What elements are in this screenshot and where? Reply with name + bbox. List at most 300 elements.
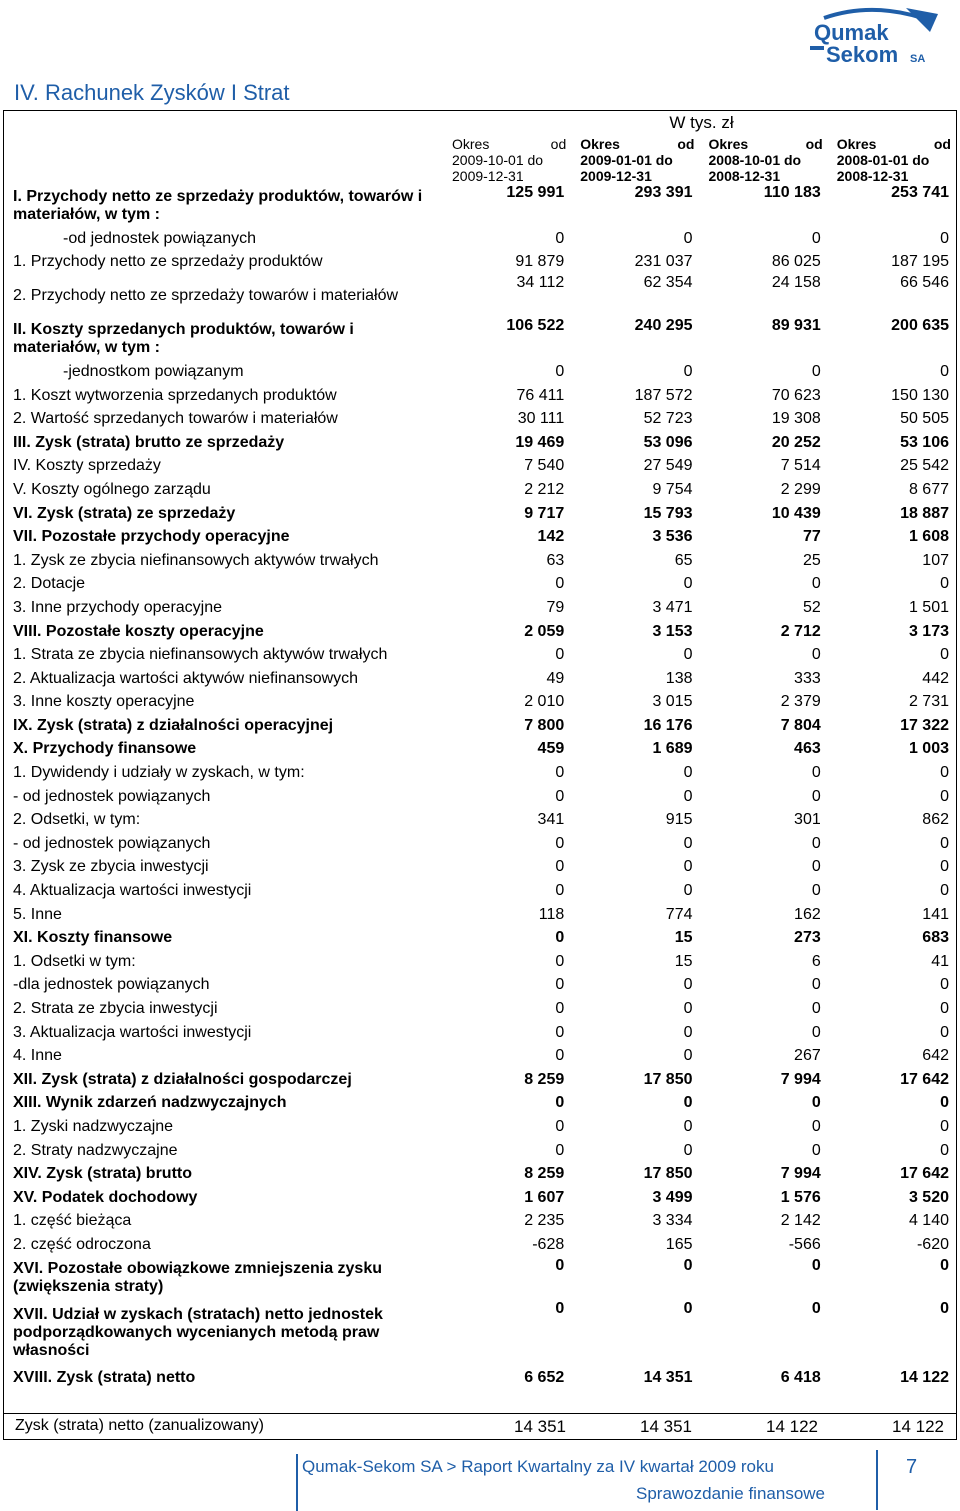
period-header-line: Okres od — [836, 136, 951, 152]
row-value: 0 — [940, 1000, 949, 1018]
row-label: 2. Aktualizacja wartości aktywów niefinansowych — [13, 669, 359, 687]
row-value: 165 — [665, 1235, 693, 1253]
row-value: 463 — [794, 740, 821, 758]
row-value: 0 — [683, 1141, 693, 1159]
row-value: 0 — [811, 787, 821, 805]
table-row — [3, 1210, 957, 1234]
row-value: 14 351 — [643, 1368, 693, 1386]
row-value: 0 — [683, 976, 693, 994]
row-value: 0 — [811, 858, 821, 876]
row-value: 7 804 — [780, 716, 821, 734]
row-value: 1 607 — [524, 1188, 565, 1206]
row-value: 0 — [811, 1023, 821, 1041]
row-value: 0 — [555, 1117, 565, 1135]
table-row — [3, 573, 957, 597]
row-value: 3 334 — [652, 1212, 693, 1230]
unit-row — [3, 110, 957, 136]
row-value: 7 994 — [780, 1070, 821, 1088]
row-value: 0 — [940, 646, 949, 664]
annualized-label: Zysk (strata) netto (zanualizowany) — [15, 1417, 264, 1434]
row-value: 52 723 — [643, 410, 693, 428]
annualized-value: 14 122 — [892, 1417, 944, 1436]
table-row — [3, 1233, 957, 1257]
row-value: 0 — [940, 1094, 949, 1112]
row-value: 0 — [683, 1023, 693, 1041]
row-value: 0 — [555, 362, 565, 380]
row-value: 0 — [683, 575, 693, 593]
row-label: IX. Zysk (strata) z działalności operacyjnej — [13, 716, 334, 734]
row-label: 2. Straty nadzwyczajne — [13, 1141, 178, 1159]
row-label: - od jednostek powiązanych — [13, 834, 211, 852]
logo-text-1: Qumak — [814, 20, 889, 45]
row-value: 0 — [683, 1299, 693, 1317]
period-header-line: 2009-12-31 — [580, 168, 652, 184]
page-number-box — [876, 1450, 940, 1510]
row-value: 9 717 — [524, 504, 565, 522]
table-row — [3, 974, 957, 998]
row-value: 0 — [683, 764, 693, 782]
row-label: XV. Podatek dochodowy — [13, 1188, 198, 1206]
row-value: 0 — [811, 764, 821, 782]
row-value: 187 572 — [634, 386, 693, 404]
table-row — [3, 227, 957, 251]
row-value: 2 379 — [780, 693, 821, 711]
row-value: 6 652 — [524, 1368, 565, 1386]
row-value: -628 — [532, 1235, 565, 1253]
footer-report-title: Qumak-Sekom SA > Raport Kwartalny za IV kwartał 2009 roku — [302, 1457, 774, 1476]
row-value: 53 096 — [643, 433, 693, 451]
table-row — [3, 596, 957, 620]
row-label: XII. Zysk (strata) z działalności gospodarczej — [13, 1070, 352, 1088]
row-value: 0 — [811, 362, 821, 380]
row-label: 3. Inne koszty operacyjne — [13, 693, 195, 711]
row-value: 15 793 — [643, 504, 693, 522]
row-value: 89 931 — [771, 317, 821, 335]
row-value: 0 — [683, 1117, 693, 1135]
row-label: V. Koszty ogólnego zarządu — [13, 480, 211, 498]
period-header — [829, 136, 957, 184]
logo-graphic — [806, 6, 946, 68]
row-value: 774 — [665, 905, 693, 923]
row-value: 0 — [555, 929, 565, 947]
row-label: -od jednostek powiązanych — [63, 229, 257, 247]
row-value: 3 536 — [652, 528, 693, 546]
row-label: II. Koszty sprzedanych produktów, towarów i materiałów, w tym : — [13, 320, 354, 356]
row-value: 2 010 — [524, 693, 565, 711]
annualized-value: 14 351 — [514, 1417, 566, 1436]
row-value: 0 — [811, 1094, 821, 1112]
table-row — [3, 903, 957, 927]
row-label: I. Przychody netto ze sprzedaży produktów, towarów i materiałów, w tym : — [13, 187, 423, 223]
period-header-row — [3, 136, 957, 184]
row-value: 0 — [683, 787, 693, 805]
row-label: VI. Zysk (strata) ze sprzedaży — [13, 504, 236, 522]
row-label: 1. Koszt wytworzenia sprzedanych produktów — [13, 386, 337, 404]
table-row — [3, 184, 957, 227]
row-value: 642 — [922, 1047, 949, 1065]
row-value: 162 — [794, 905, 821, 923]
row-label: 1. Zyski nadzwyczajne — [13, 1117, 174, 1135]
row-value: 34 112 — [516, 274, 565, 292]
table-row — [3, 1068, 957, 1092]
row-value: 0 — [683, 646, 693, 664]
row-value: 2 212 — [524, 480, 565, 498]
row-label: 1. Strata ze zbycia niefinansowych aktywów trwałych — [13, 646, 388, 664]
period-header — [701, 136, 829, 184]
row-value: 7 540 — [524, 457, 565, 475]
row-label: 2. część odroczona — [13, 1235, 151, 1253]
table-row — [3, 691, 957, 715]
row-value: 231 037 — [634, 253, 693, 271]
row-value: 0 — [940, 1299, 949, 1317]
row-value: 63 — [546, 551, 565, 569]
row-value: 0 — [940, 834, 949, 852]
row-label: 2. Przychody netto ze sprzedaży towarów i materiałów — [13, 286, 399, 304]
row-value: 0 — [555, 229, 565, 247]
period-header-line: 2008-01-01 do — [836, 152, 930, 168]
row-value: 1 608 — [908, 528, 949, 546]
row-value: 0 — [555, 858, 565, 876]
table-row — [3, 431, 957, 455]
row-value: 2 059 — [524, 622, 565, 640]
row-value: 0 — [940, 976, 949, 994]
row-value: 106 522 — [506, 317, 565, 335]
row-value: 0 — [555, 1023, 565, 1041]
row-value: 0 — [811, 646, 821, 664]
row-value: 15 — [674, 952, 693, 970]
row-value: 0 — [555, 834, 565, 852]
row-value: 0 — [555, 646, 565, 664]
row-value: 2 731 — [908, 693, 949, 711]
row-value: 0 — [555, 1000, 565, 1018]
row-label: 1. część bieżąca — [13, 1212, 132, 1230]
row-value: 0 — [940, 764, 949, 782]
row-value: 3 015 — [652, 693, 693, 711]
row-label: XVI. Pozostałe obowiązkowe zmniejszenia zysku (zwiększenia straty) — [13, 1260, 382, 1296]
row-value: 1 003 — [908, 740, 949, 758]
row-value: 9 754 — [652, 480, 693, 498]
row-label: X. Przychody finansowe — [13, 740, 197, 758]
period-header-line: 2008-10-01 do — [708, 152, 802, 168]
income-statement — [3, 110, 957, 1389]
row-value: 25 542 — [900, 457, 949, 475]
row-value: 0 — [811, 1000, 821, 1018]
table-row — [3, 455, 957, 479]
row-value: 0 — [555, 764, 565, 782]
row-value: 3 173 — [908, 622, 949, 640]
row-value: 0 — [940, 1141, 949, 1159]
page-number: 7 — [906, 1456, 918, 1478]
period-header-line: 2008-12-31 — [836, 168, 909, 184]
period-header-line: 2009-12-31 — [452, 168, 524, 184]
row-value: -566 — [788, 1235, 821, 1253]
table-row — [3, 478, 957, 502]
row-value: 683 — [922, 929, 949, 947]
row-value: 8 677 — [908, 480, 949, 498]
table-row — [3, 360, 957, 384]
row-value: 107 — [922, 551, 949, 569]
unit-label: W tys. zł — [669, 113, 734, 132]
row-value: 2 299 — [780, 480, 821, 498]
table-row — [3, 384, 957, 408]
row-value: 0 — [940, 1023, 949, 1041]
row-value: 62 354 — [643, 274, 693, 292]
row-value: 15 — [674, 929, 693, 947]
company-logo — [806, 6, 946, 68]
row-label: 1. Zysk ze zbycia niefinansowych aktywów trwałych — [13, 551, 379, 569]
row-value: 253 741 — [891, 184, 949, 201]
row-value: 0 — [811, 575, 821, 593]
period-header-line: 2008-12-31 — [708, 168, 781, 184]
annualized-value: 14 351 — [640, 1417, 692, 1436]
row-value: 8 259 — [524, 1165, 565, 1183]
row-value: 77 — [802, 528, 821, 546]
period-header-line: Okres od — [452, 136, 567, 152]
table-row — [3, 1300, 957, 1366]
row-value: 27 549 — [643, 457, 693, 475]
row-value: 17 850 — [643, 1165, 693, 1183]
unit-spacer — [3, 110, 444, 136]
row-value: 0 — [555, 1299, 565, 1317]
row-label: IV. Koszty sprzedaży — [13, 457, 161, 475]
table-row — [3, 251, 957, 275]
annualized-value: 14 122 — [766, 1417, 818, 1436]
table-row — [3, 785, 957, 809]
header-spacer — [3, 136, 444, 184]
row-value: 0 — [555, 787, 565, 805]
row-value: 459 — [537, 740, 565, 758]
row-value: 293 391 — [634, 184, 693, 201]
row-value: 301 — [794, 811, 821, 829]
row-value: 141 — [922, 905, 949, 923]
table-row — [3, 1044, 957, 1068]
row-value: 17 322 — [900, 716, 949, 734]
row-label: VIII. Pozostałe koszty operacyjne — [13, 622, 264, 640]
row-value: 0 — [555, 1256, 565, 1274]
row-value: 8 259 — [524, 1070, 565, 1088]
table-row — [3, 1366, 957, 1390]
row-value: 76 411 — [516, 386, 565, 404]
row-value: 7 800 — [524, 716, 565, 734]
row-value: 0 — [811, 976, 821, 994]
row-value: 1 689 — [652, 740, 693, 758]
row-value: 0 — [683, 1094, 693, 1112]
row-value: 0 — [940, 229, 949, 247]
table-row — [3, 950, 957, 974]
row-value: 91 879 — [515, 253, 565, 271]
row-value: 110 183 — [763, 184, 821, 201]
row-value: 17 850 — [643, 1070, 693, 1088]
row-label: 1. Przychody netto ze sprzedaży produktów — [13, 253, 323, 271]
row-label: XVII. Udział w zyskach (stratach) netto jednostek podporządkowanych wycenianych metodą praw własności — [13, 1305, 383, 1359]
row-value: 20 252 — [771, 433, 821, 451]
row-label: 2. Dotacje — [13, 575, 86, 593]
row-value: 0 — [811, 1141, 821, 1159]
table-row — [3, 274, 957, 317]
row-label: XVIII. Zysk (strata) netto — [13, 1368, 196, 1386]
table-row — [3, 525, 957, 549]
row-value: 0 — [555, 882, 565, 900]
income-statement-table — [3, 110, 957, 1389]
table-row — [3, 1092, 957, 1116]
row-value: 0 — [811, 1117, 821, 1135]
period-header-line: Okres od — [580, 136, 695, 152]
row-value: 915 — [665, 811, 693, 829]
row-value: 53 106 — [900, 433, 949, 451]
row-value: 0 — [940, 1256, 949, 1274]
row-value: 0 — [683, 834, 693, 852]
row-value: 862 — [922, 811, 949, 829]
table-row — [3, 714, 957, 738]
table-row — [3, 926, 957, 950]
row-value: 0 — [683, 362, 693, 380]
row-value: 19 469 — [515, 433, 565, 451]
row-value: 0 — [811, 834, 821, 852]
row-label: XI. Koszty finansowe — [13, 929, 173, 947]
row-value: 0 — [555, 575, 565, 593]
row-label: -dla jednostek powiązanych — [13, 976, 210, 994]
row-label: 2. Odsetki, w tym: — [13, 811, 141, 829]
row-label: XIV. Zysk (strata) brutto — [13, 1165, 193, 1183]
table-row — [3, 1186, 957, 1210]
row-value: 0 — [555, 1141, 565, 1159]
table-row — [3, 832, 957, 856]
row-value: 3 520 — [908, 1188, 949, 1206]
row-value: 6 418 — [780, 1368, 821, 1386]
row-value: 24 158 — [771, 274, 821, 292]
table-row — [3, 407, 957, 431]
table-row — [3, 549, 957, 573]
logo-text-2: Sekom — [826, 42, 899, 67]
footer-divider — [296, 1454, 298, 1511]
row-value: 0 — [683, 858, 693, 876]
row-value: 66 546 — [900, 274, 949, 292]
row-value: 25 — [802, 551, 821, 569]
row-label: 1. Dywidendy i udziały w zyskach, w tym: — [13, 764, 305, 782]
row-value: 16 176 — [643, 716, 693, 734]
table-row — [3, 667, 957, 691]
row-value: 7 514 — [780, 457, 821, 475]
table-row — [3, 620, 957, 644]
table-row — [3, 879, 957, 903]
row-value: 70 623 — [771, 386, 821, 404]
row-value: 6 — [811, 952, 821, 970]
logo-text-3: SA — [910, 53, 926, 65]
row-value: 150 130 — [891, 386, 949, 404]
table-row — [3, 856, 957, 880]
period-header-line: 2009-10-01 do — [452, 152, 544, 168]
row-value: 0 — [683, 229, 693, 247]
footer-section: Sprawozdanie finansowe — [636, 1484, 826, 1503]
row-value: 10 439 — [771, 504, 821, 522]
row-value: 2 235 — [524, 1212, 565, 1230]
row-value: 17 642 — [900, 1070, 949, 1088]
row-value: 442 — [922, 669, 949, 687]
row-value: 2 712 — [780, 622, 821, 640]
row-value: 0 — [555, 952, 565, 970]
row-value: 0 — [683, 1047, 693, 1065]
row-label: 1. Odsetki w tym: — [13, 952, 136, 970]
row-value: 333 — [794, 669, 821, 687]
table-row — [3, 317, 957, 360]
row-value: 240 295 — [634, 317, 693, 335]
row-label: 2. Strata ze zbycia inwestycji — [13, 1000, 218, 1018]
row-value: 0 — [555, 1094, 565, 1112]
row-value: 200 635 — [891, 317, 949, 335]
row-value: 65 — [674, 551, 693, 569]
row-value: 3 499 — [652, 1188, 693, 1206]
row-value: -620 — [916, 1235, 949, 1253]
row-label: XIII. Wynik zdarzeń nadzwyczajnych — [13, 1094, 287, 1112]
period-header — [444, 136, 572, 184]
row-value: 187 195 — [891, 253, 949, 271]
row-value: 4 140 — [908, 1212, 949, 1230]
table-row — [3, 1115, 957, 1139]
row-value: 0 — [940, 575, 949, 593]
row-value: 14 122 — [900, 1368, 949, 1386]
table-row — [3, 502, 957, 526]
table-row — [3, 1257, 957, 1300]
row-value: 142 — [537, 528, 565, 546]
annualized-summary-row — [3, 1413, 957, 1441]
table-row — [3, 997, 957, 1021]
period-header-line: Okres od — [708, 136, 823, 152]
row-value: 18 887 — [900, 504, 949, 522]
row-value: 138 — [665, 669, 693, 687]
row-value: 0 — [683, 1000, 693, 1018]
row-value: 0 — [811, 1299, 821, 1317]
row-value: 125 991 — [506, 184, 565, 201]
row-value: 0 — [940, 362, 949, 380]
row-value: 1 576 — [780, 1188, 821, 1206]
row-value: 0 — [940, 787, 949, 805]
row-label: 4. Inne — [13, 1047, 62, 1065]
row-value: 30 111 — [517, 410, 565, 428]
row-value: 0 — [940, 1117, 949, 1135]
table-row — [3, 808, 957, 832]
row-value: 49 — [546, 669, 565, 687]
table-row — [3, 1021, 957, 1045]
row-value: 86 025 — [771, 253, 821, 271]
row-label: 5. Inne — [13, 905, 62, 923]
row-label: 3. Aktualizacja wartości inwestycji — [13, 1023, 252, 1041]
row-label: -jednostkom powiązanym — [63, 362, 244, 380]
table-row — [3, 643, 957, 667]
row-label: III. Zysk (strata) brutto ze sprzedaży — [13, 433, 285, 451]
page-title: IV. Rachunek Zysków I Strat — [14, 80, 290, 105]
row-value: 0 — [555, 976, 565, 994]
row-value: 341 — [537, 811, 565, 829]
row-value: 273 — [794, 929, 821, 947]
row-value: 79 — [546, 598, 565, 616]
row-value: 52 — [802, 598, 821, 616]
table-row — [3, 761, 957, 785]
row-value: 0 — [555, 1047, 565, 1065]
row-value: 50 505 — [900, 410, 949, 428]
row-value: 1 501 — [908, 598, 949, 616]
row-label: 2. Wartość sprzedanych towarów i materiałów — [13, 410, 338, 428]
row-value: 2 142 — [780, 1212, 821, 1230]
table-row — [3, 1139, 957, 1163]
row-value: 41 — [931, 952, 949, 970]
row-value: 17 642 — [900, 1165, 949, 1183]
row-value: 0 — [940, 882, 949, 900]
row-value: 0 — [940, 858, 949, 876]
row-label: 4. Aktualizacja wartości inwestycji — [13, 882, 252, 900]
period-header-line: 2009-01-01 do — [580, 152, 673, 168]
table-row — [3, 1162, 957, 1186]
row-value: 118 — [538, 905, 565, 923]
